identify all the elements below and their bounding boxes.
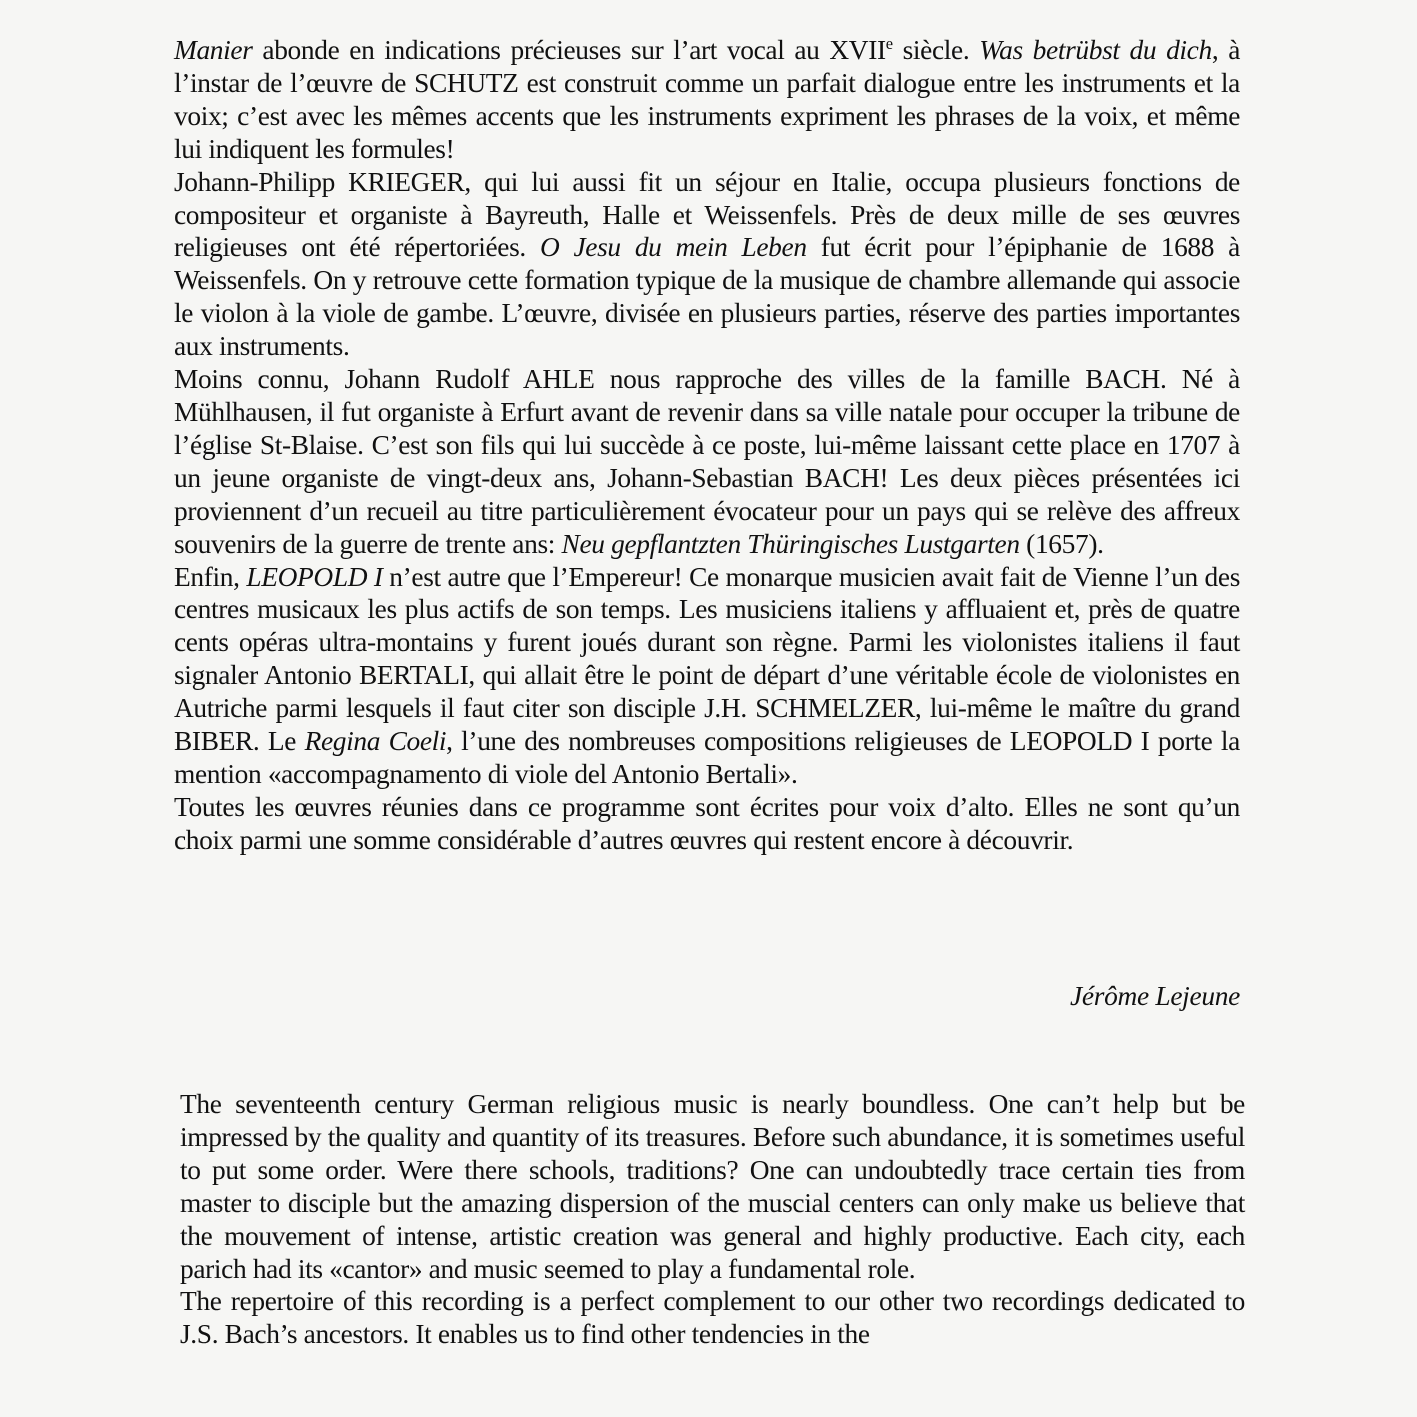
french-paragraph-conclusion: Toutes les œuvres réunies dans ce programme sont écrites pour voix d’alto. Elles ne sont qu’un choix parmi une somme considérable d’autres œuvres qui restent encore à découvrir. bbox=[174, 791, 1240, 855]
superscript: e bbox=[885, 33, 893, 53]
text-span: fut écrit pour l’épiphanie de 1688 à Weissenfels. On y retrouve cette formation typique de la musique de chambre allemande qui associe le violon à la viole de gambe. L’œuvre, divisée en plusieurs parties, réserve des parties importantes aux instruments. bbox=[174, 232, 1240, 362]
english-paragraph-repertoire: The repertoire of this recording is a perfect complement to our other two recordings dedicated to J.S. Bach’s ancestors. It enables us to find other tendencies in the bbox=[180, 1286, 1245, 1350]
text-span: , à l’instar de l’œuvre de SCHUTZ est construit comme un parfait dialogue entre les instruments et la voix; c’est avec les mêmes accents que les instruments expriment les phrases de la voix, et même lui indiquent les formules! bbox=[174, 35, 1241, 164]
english-paragraph-intro: The seventeenth century German religious music is nearly boundless. One can’t help but be impressed by the quality and quantity of its treasures. Before such abundance, it is sometimes useful to put some order. Were there schools, traditions? One can undoubtedly trace certain ties from master to disciple but the amazing dispersion of the muscial centers can only make us believe that the mouvement of intense, artistic creation was general and highly productive. Each city, each parich had its «cantor» and music seemed to play a fundamental role. bbox=[180, 1089, 1245, 1284]
french-text-block bbox=[174, 34, 1240, 857]
french-paragraph-leopold bbox=[174, 561, 1240, 791]
french-paragraph-ahle bbox=[174, 363, 1240, 560]
work-title-o-jesu: O Jesu du mein Leben bbox=[539, 232, 807, 263]
text-span: siècle. bbox=[892, 35, 980, 65]
text-span: Johann-Philipp KRIEGER, qui lui aussi fit un séjour en Italie, occupa plusieurs fonctions de compositeur et organiste à Bayreuth, Halle et Weissenfels. Près de deux mille de ses œuvres religieuses ont été répertoriées. bbox=[174, 166, 1240, 263]
name-leopold: LEOPOLD I bbox=[246, 561, 383, 592]
author-signature: Jérôme Lejeune bbox=[1070, 981, 1240, 1011]
text-span: Enfin, bbox=[174, 561, 247, 592]
english-text-block bbox=[180, 1088, 1245, 1351]
text-span: Moins connu, Johann Rudolf AHLE nous rapproche des villes de la famille BACH. Né à Mühlhausen, il fut organiste à Erfurt avant de revenir dans sa ville natale pour occuper la tribune de l’église St-Blaise. C’est son fils qui lui succède à ce poste, lui-même laissant cette place en 1707 à un jeune organiste de vingt-deux ans, Johann-Sebastian BACH! Les deux pièces présentées ici proviennent d’un recueil au titre particulièrement évocateur pour un pays qui se relève des affreux souvenirs de la guerre de trente ans: bbox=[174, 364, 1240, 559]
text-span: abonde en indications précieuses sur l’art vocal au XVII bbox=[252, 35, 886, 65]
work-title-lustgarten: Neu gepflantzten Thüringisches Lustgarten bbox=[561, 528, 1020, 559]
work-title-was-betrubst: Was betrübst du dich bbox=[979, 35, 1212, 65]
work-title-regina-coeli: Regina Coeli bbox=[304, 726, 447, 757]
french-paragraph-manier bbox=[174, 34, 1240, 166]
text-span: (1657). bbox=[1019, 528, 1104, 559]
work-title-manier: Manier bbox=[174, 35, 253, 65]
text-span: n’est autre que l’Empereur! Ce monarque musicien avait fait de Vienne l’un des centres musicaux les plus actifs de son temps. Les musiciens italiens y affluaient et, près de quatre cents opéras ultra-montains y furent joués durant son règne. Parmi les violonistes italiens il faut signaler Antonio BERTALI, qui allait être le point de départ d’une véritable école de violonistes en Autriche parmi lesquels il faut citer son disciple J.H. SCHMELZER, lui-même le maître du grand BIBER. Le bbox=[174, 561, 1240, 757]
text-span: , l’une des nombreuses compositions religieuses de LEOPOLD I porte la mention «accompagnamento di viole del Antonio Bertali». bbox=[174, 726, 1240, 789]
french-paragraph-krieger bbox=[174, 166, 1240, 363]
